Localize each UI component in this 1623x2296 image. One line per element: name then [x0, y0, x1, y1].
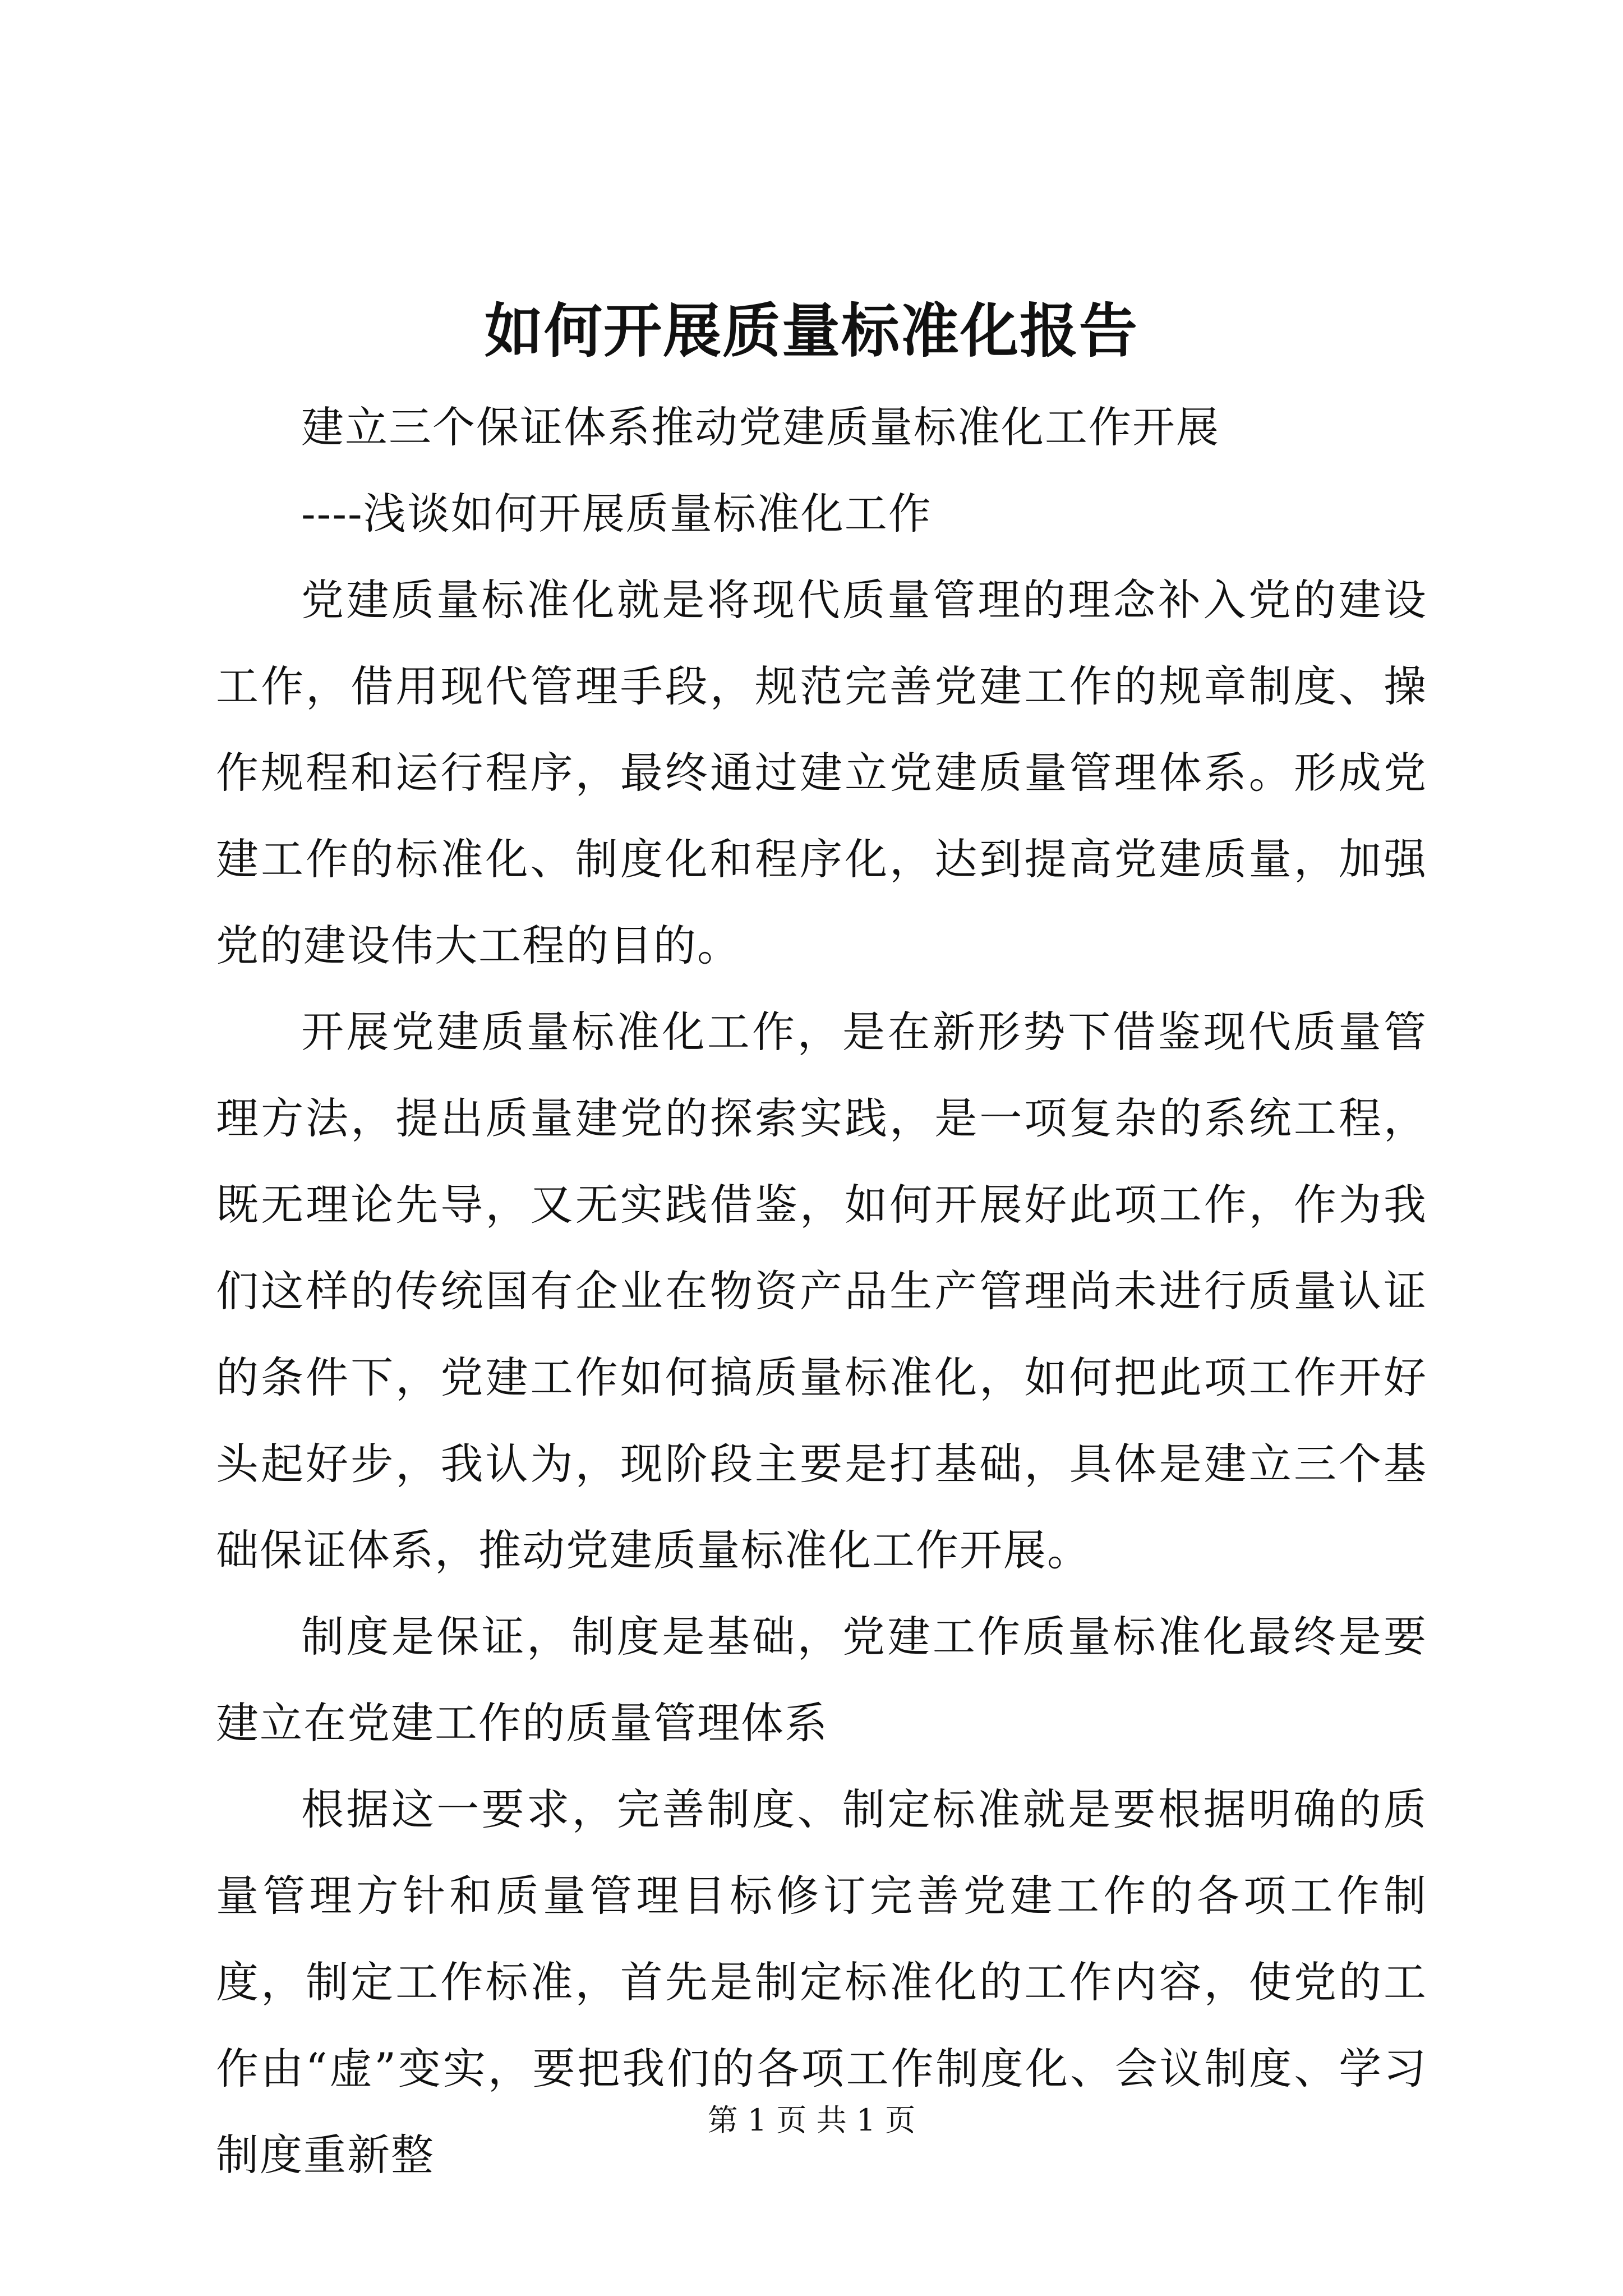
- subtitle-paragraph: 建立三个保证体系推动党建质量标准化工作开展: [301, 402, 1220, 452]
- subheading-paragraph: ----浅谈如何开展质量标准化工作: [301, 489, 932, 539]
- body-paragraph: 根据这一要求，完善制度、制定标准就是要根据明确的质量管理方针和质量管理目标修订完善党建工作的各项工作制度，制定工作标准，首先是制定标准化的工作内容，使党的工作由“虚”变实，要把我们的各项工作制度化、会议制度、学习制度重新整: [216, 1784, 1427, 2180]
- document-title: 如何开展质量标准化报告: [484, 296, 1138, 365]
- page-number: 第 1 页 共 1 页: [707, 2102, 916, 2138]
- body-paragraph: 开展党建质量标准化工作，是在新形势下借鉴现代质量管理方法，提出质量建党的探索实践，是一项复杂的系统工程，既无理论先导，又无实践借鉴，如何开展好此项工作，作为我们这样的传统国有企业在物资产品生产管理尚未进行质量认证的条件下，党建工作如何搞质量标准化，如何把此项工作开好头起好步，我认为，现阶段主要是打基础，具体是建立三个基础保证体系，推动党建质量标准化工作开展。: [216, 1007, 1427, 1575]
- body-paragraph: 党建质量标准化就是将现代质量管理的理念补入党的建设工作，借用现代管理手段，规范完善党建工作的规章制度、操作规程和运行程序，最终通过建立党建质量管理体系。形成党建工作的标准化、制度化和程序化，达到提高党建质量，加强党的建设伟大工程的目的。: [216, 575, 1427, 970]
- document-body: [216, 384, 1427, 2198]
- page-footer: [0, 2098, 1623, 2143]
- body-paragraph: 制度是保证，制度是基础，党建工作质量标准化最终是要建立在党建工作的质量管理体系: [216, 1612, 1427, 1748]
